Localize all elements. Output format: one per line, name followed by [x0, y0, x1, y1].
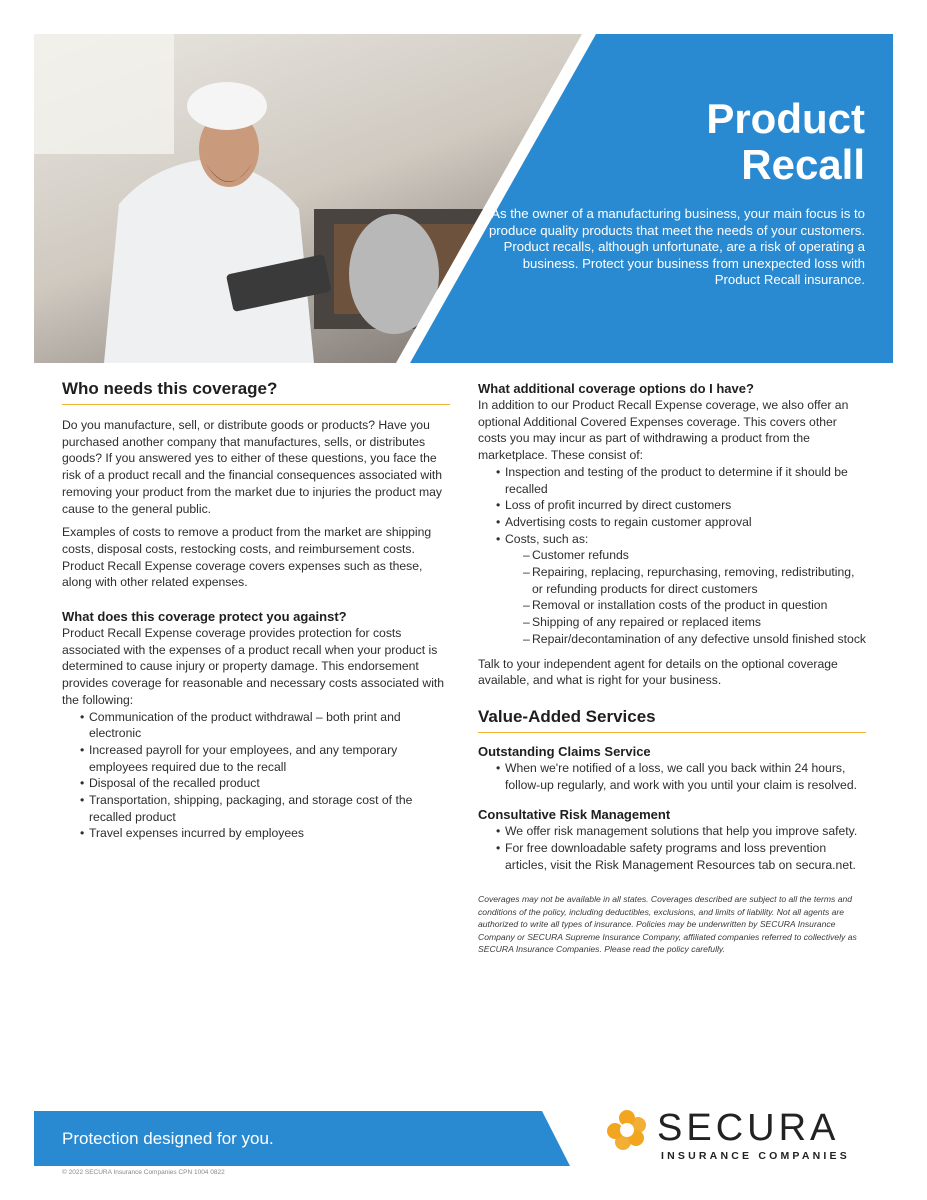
risk-management-list: [478, 823, 866, 873]
claims-service-heading: Outstanding Claims Service: [478, 743, 651, 759]
sublist-item: – Repair/decontamination of any defective unsold finished stock: [523, 631, 866, 648]
list-item: • For free downloadable safety programs and loss prevention articles, visit the Risk Management Resources tab on secura.net.: [496, 840, 866, 873]
sublist-item: – Removal or installation costs of the product in question: [523, 597, 866, 614]
list-item: • Advertising costs to regain customer approval: [496, 514, 866, 531]
disclaimer: Coverages may not be available in all states. Coverages described are subject to all the terms and conditions of the policy, including deductibles, exclusions, and limits of liability. Not all agents are authorized to write all types of insurance. Policies may be underwritten by SECURA Insurance Company or SECURA Supreme Insurance Company, affiliated companies referred to collectively as SECURA Insurance Companies. Please read the policy carefully.: [478, 894, 857, 955]
list-item: • Communication of the product withdrawal – both print and electronic: [80, 709, 450, 742]
title-line-1: Product: [706, 95, 865, 142]
hero-banner: [34, 34, 893, 363]
secura-logo: [605, 1106, 865, 1166]
right-column: [478, 380, 866, 963]
logo-wordmark: SECURA: [657, 1107, 840, 1149]
list-item: • Disposal of the recalled product: [80, 775, 450, 792]
tagline: Protection designed for you.: [62, 1129, 274, 1148]
sublist-item: – Shipping of any repaired or replaced items: [523, 614, 866, 631]
title-line-2: Recall: [741, 141, 865, 188]
list-item: • Increased payroll for your employees, and any temporary employees required due to the recall: [80, 742, 450, 775]
list-item: • Inspection and testing of the product to determine if it should be recalled: [496, 464, 866, 497]
agent-paragraph: Talk to your independent agent for details on the optional coverage available, and what is right for your business.: [478, 656, 838, 688]
additional-options-paragraph: In addition to our Product Recall Expense coverage, we also offer an optional Additional Covered Expenses coverage. This covers other costs you may incur as part of withdrawing a product from the marketplace. These consist of:: [478, 398, 849, 463]
sublist-item: – Customer refunds: [523, 547, 866, 564]
list-item: [496, 531, 866, 648]
who-needs-paragraph-2: Examples of costs to remove a product from the market are shipping costs, disposal costs, restocking costs, and reimbursement costs. Product Recall Expense coverage covers expenses such as these, along with other related expenses.: [62, 525, 432, 590]
costs-sublist: [505, 547, 866, 647]
logo-subtitle: INSURANCE COMPANIES: [661, 1150, 850, 1162]
value-added-heading: Value-Added Services: [478, 706, 866, 733]
sublist-item: – Repairing, replacing, repurchasing, removing, redistributing, or refunding products for direct customers: [523, 564, 866, 597]
list-item: • Travel expenses incurred by employees: [80, 825, 450, 842]
intro-text: As the owner of a manufacturing business, your main focus is to produce quality products that meet the needs of your customers. Product recalls, although unfortunate, are a risk of operating a business. Protect your business from unexpected loss with Product Recall insurance.: [488, 206, 865, 288]
protect-against-list: [62, 709, 450, 843]
additional-options-list: [478, 464, 866, 648]
list-item: • We offer risk management solutions that help you improve safety.: [496, 823, 866, 840]
legal-text: © 2022 SECURA Insurance Companies CPN 1004 0822: [62, 1169, 225, 1176]
costs-label: Costs, such as:: [505, 531, 589, 546]
risk-management-heading: Consultative Risk Management: [478, 807, 671, 823]
protect-against-heading: What does this coverage protect you against?: [62, 609, 347, 625]
page-title: [565, 96, 865, 188]
who-needs-heading: Who needs this coverage?: [62, 378, 450, 405]
who-needs-paragraph-1: Do you manufacture, sell, or distribute goods or products? Have you purchased another company that manufactures, sells, or distributes goods? If you answered yes to either of these questions, you face the risk of a product recall and the financial consequences associated with removing your product from the market due to injuries the product may cause to the general public.: [62, 418, 443, 516]
left-column: [62, 378, 450, 849]
list-item: • Loss of profit incurred by direct customers: [496, 497, 866, 514]
additional-options-heading: What additional coverage options do I have?: [478, 381, 754, 396]
footer-band: [34, 1111, 574, 1166]
protect-against-paragraph: Product Recall Expense coverage provides protection for costs associated with the expenses of a product recall when your product is determined to cause injury or property damage. This endorsement provides coverage for reasonable and necessary costs associated with the following:: [62, 626, 445, 707]
hero-blue-panel: [34, 34, 893, 363]
list-item: • Transportation, shipping, packaging, and storage cost of the recalled product: [80, 792, 450, 825]
claims-service-list: [478, 760, 866, 793]
list-item: • When we're notified of a loss, we call you back within 24 hours, follow-up regularly, and work with you until your claim is resolved.: [496, 760, 866, 793]
secura-logo-icon: [605, 1108, 649, 1152]
